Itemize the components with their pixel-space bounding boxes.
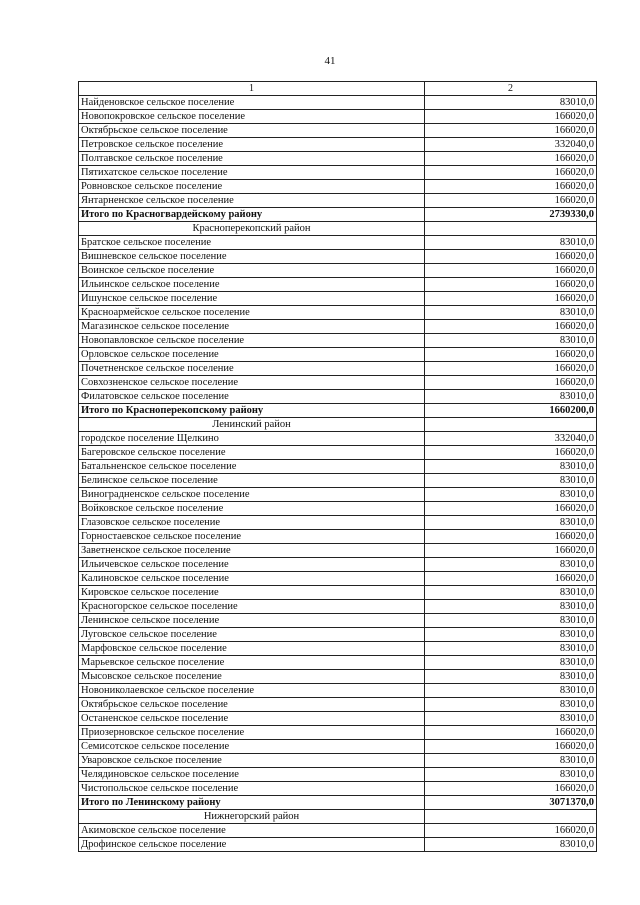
amount-cell: 166020,0 (425, 320, 597, 334)
table-row (79, 264, 597, 278)
settlement-name: Войковское сельское поселение (79, 502, 425, 516)
table-row (79, 516, 597, 530)
amount-cell: 166020,0 (425, 278, 597, 292)
table-row (79, 138, 597, 152)
settlement-name: Совхозненское сельское поселение (79, 376, 425, 390)
amount-cell: 166020,0 (425, 348, 597, 362)
amount-cell: 83010,0 (425, 516, 597, 530)
table-row (79, 124, 597, 138)
table-row (79, 446, 597, 460)
settlement-name: Дрофинское сельское поселение (79, 838, 425, 852)
settlement-name: Ленинское сельское поселение (79, 614, 425, 628)
amount-cell: 166020,0 (425, 446, 597, 460)
table-row (79, 348, 597, 362)
settlement-name: Петровское сельское поселение (79, 138, 425, 152)
table-row (79, 432, 597, 446)
table-row (79, 740, 597, 754)
table-row (79, 194, 597, 208)
table-row (79, 768, 597, 782)
district-total-row (79, 404, 597, 418)
settlement-name: Семисотское сельское поселение (79, 740, 425, 754)
settlement-name: Ильичевское сельское поселение (79, 558, 425, 572)
table-row (79, 166, 597, 180)
amount-cell (425, 810, 597, 824)
amount-cell: 83010,0 (425, 642, 597, 656)
amount-cell: 166020,0 (425, 362, 597, 376)
table-row (79, 712, 597, 726)
settlement-name: Ровновское сельское поселение (79, 180, 425, 194)
settlement-name: Глазовское сельское поселение (79, 516, 425, 530)
table-row (79, 782, 597, 796)
amount-cell: 83010,0 (425, 838, 597, 852)
settlement-name: Магазинское сельское поселение (79, 320, 425, 334)
amount-cell: 166020,0 (425, 740, 597, 754)
settlement-name: Октябрьское сельское поселение (79, 698, 425, 712)
settlement-name: Итого по Ленинскому району (79, 796, 425, 810)
settlement-name: Батальненское сельское поселение (79, 460, 425, 474)
settlement-name: Челядиновское сельское поселение (79, 768, 425, 782)
settlement-name: Акимовское сельское поселение (79, 824, 425, 838)
amount-cell: 83010,0 (425, 698, 597, 712)
table-row (79, 614, 597, 628)
settlement-name: Заветненское сельское поселение (79, 544, 425, 558)
amount-cell: 83010,0 (425, 768, 597, 782)
settlement-name: Янтарненское сельское поселение (79, 194, 425, 208)
settlement-name: Новопавловское сельское поселение (79, 334, 425, 348)
table-row (79, 684, 597, 698)
amount-cell: 166020,0 (425, 166, 597, 180)
table-row (79, 544, 597, 558)
district-total-row (79, 208, 597, 222)
amount-cell: 83010,0 (425, 586, 597, 600)
amount-cell: 83010,0 (425, 684, 597, 698)
settlement-name: Филатовское сельское поселение (79, 390, 425, 404)
amount-cell (425, 418, 597, 432)
amount-cell: 83010,0 (425, 488, 597, 502)
settlement-name: Братское сельское поселение (79, 236, 425, 250)
table-row (79, 600, 597, 614)
settlement-name: Ильинское сельское поселение (79, 278, 425, 292)
amount-cell: 1660200,0 (425, 404, 597, 418)
settlement-name: Останенское сельское поселение (79, 712, 425, 726)
table-row (79, 824, 597, 838)
table-row (79, 460, 597, 474)
amount-cell: 83010,0 (425, 754, 597, 768)
table-row (79, 670, 597, 684)
settlement-name: Октябрьское сельское поселение (79, 124, 425, 138)
district-total-row (79, 796, 597, 810)
settlement-name: Почетненское сельское поселение (79, 362, 425, 376)
table-row (79, 320, 597, 334)
settlement-name: Полтавское сельское поселение (79, 152, 425, 166)
amount-cell: 83010,0 (425, 600, 597, 614)
table-row (79, 96, 597, 110)
amount-cell: 83010,0 (425, 96, 597, 110)
settlement-name: Белинское сельское поселение (79, 474, 425, 488)
district-heading-row (79, 222, 597, 236)
table-row (79, 558, 597, 572)
settlement-name: Чистопольское сельское поселение (79, 782, 425, 796)
table-row (79, 502, 597, 516)
amount-cell: 166020,0 (425, 180, 597, 194)
settlement-name: Пятихатское сельское поселение (79, 166, 425, 180)
table-row (79, 152, 597, 166)
amount-cell: 166020,0 (425, 782, 597, 796)
amount-cell: 83010,0 (425, 712, 597, 726)
amount-cell: 166020,0 (425, 726, 597, 740)
district-heading-row (79, 810, 597, 824)
amount-cell: 83010,0 (425, 628, 597, 642)
amount-cell: 166020,0 (425, 264, 597, 278)
amount-cell (425, 222, 597, 236)
district-name: Красноперекопский район (79, 222, 425, 236)
settlement-name: Воинское сельское поселение (79, 264, 425, 278)
column-header-2: 2 (425, 82, 597, 96)
table-row (79, 642, 597, 656)
table-row (79, 530, 597, 544)
table-row (79, 488, 597, 502)
table-row (79, 838, 597, 852)
amount-cell: 166020,0 (425, 292, 597, 306)
table-row (79, 754, 597, 768)
amount-cell: 83010,0 (425, 334, 597, 348)
settlement-name: Марьевское сельское поселение (79, 656, 425, 670)
table-row (79, 362, 597, 376)
table-row (79, 292, 597, 306)
settlement-name: Итого по Красногвардейскому району (79, 208, 425, 222)
amount-cell: 166020,0 (425, 124, 597, 138)
table-row (79, 306, 597, 320)
settlement-name: Новониколаевское сельское поселение (79, 684, 425, 698)
settlement-name: Горностаевское сельское поселение (79, 530, 425, 544)
table-row (79, 390, 597, 404)
settlement-name: городское поселение Щелкино (79, 432, 425, 446)
amount-cell: 83010,0 (425, 306, 597, 320)
amount-cell: 83010,0 (425, 390, 597, 404)
amount-cell: 166020,0 (425, 152, 597, 166)
table-row (79, 236, 597, 250)
settlement-name: Багеровское сельское поселение (79, 446, 425, 460)
table-row (79, 586, 597, 600)
settlement-name: Итого по Красноперекопскому району (79, 404, 425, 418)
column-header-1: 1 (79, 82, 425, 96)
settlement-name: Вишневское сельское поселение (79, 250, 425, 264)
amount-cell: 166020,0 (425, 530, 597, 544)
settlement-name: Луговское сельское поселение (79, 628, 425, 642)
settlement-name: Марфовское сельское поселение (79, 642, 425, 656)
amount-cell: 166020,0 (425, 376, 597, 390)
amount-cell: 83010,0 (425, 236, 597, 250)
amount-cell: 83010,0 (425, 614, 597, 628)
settlement-name: Уваровское сельское поселение (79, 754, 425, 768)
table-row (79, 110, 597, 124)
settlement-name: Красногорское сельское поселение (79, 600, 425, 614)
amount-cell: 2739330,0 (425, 208, 597, 222)
district-name: Ленинский район (79, 418, 425, 432)
table-row (79, 572, 597, 586)
settlement-name: Калиновское сельское поселение (79, 572, 425, 586)
table-row (79, 334, 597, 348)
amount-cell: 83010,0 (425, 558, 597, 572)
table-row (79, 474, 597, 488)
settlement-name: Найденовское сельское поселение (79, 96, 425, 110)
budget-allocation-table (78, 81, 597, 852)
amount-cell: 166020,0 (425, 250, 597, 264)
table-row (79, 250, 597, 264)
table-row (79, 726, 597, 740)
settlement-name: Кировское сельское поселение (79, 586, 425, 600)
table-body (79, 82, 597, 852)
settlement-name: Орловское сельское поселение (79, 348, 425, 362)
table-row (79, 278, 597, 292)
table-row (79, 656, 597, 670)
amount-cell: 83010,0 (425, 670, 597, 684)
table-row (79, 376, 597, 390)
amount-cell: 166020,0 (425, 572, 597, 586)
amount-cell: 166020,0 (425, 544, 597, 558)
table-row (79, 698, 597, 712)
page-number: 41 (324, 55, 336, 67)
amount-cell: 166020,0 (425, 824, 597, 838)
settlement-name: Виноградненское сельское поселение (79, 488, 425, 502)
amount-cell: 83010,0 (425, 460, 597, 474)
amount-cell: 83010,0 (425, 656, 597, 670)
amount-cell: 332040,0 (425, 138, 597, 152)
table-header-row (79, 82, 597, 96)
amount-cell: 3071370,0 (425, 796, 597, 810)
amount-cell: 332040,0 (425, 432, 597, 446)
settlement-name: Ишунское сельское поселение (79, 292, 425, 306)
settlement-name: Мысовское сельское поселение (79, 670, 425, 684)
amount-cell: 166020,0 (425, 502, 597, 516)
district-heading-row (79, 418, 597, 432)
table-row (79, 628, 597, 642)
table-row (79, 180, 597, 194)
district-name: Нижнегорский район (79, 810, 425, 824)
amount-cell: 83010,0 (425, 474, 597, 488)
settlement-name: Красноармейское сельское поселение (79, 306, 425, 320)
amount-cell: 166020,0 (425, 110, 597, 124)
settlement-name: Новопокровское сельское поселение (79, 110, 425, 124)
amount-cell: 166020,0 (425, 194, 597, 208)
settlement-name: Приозерновское сельское поселение (79, 726, 425, 740)
